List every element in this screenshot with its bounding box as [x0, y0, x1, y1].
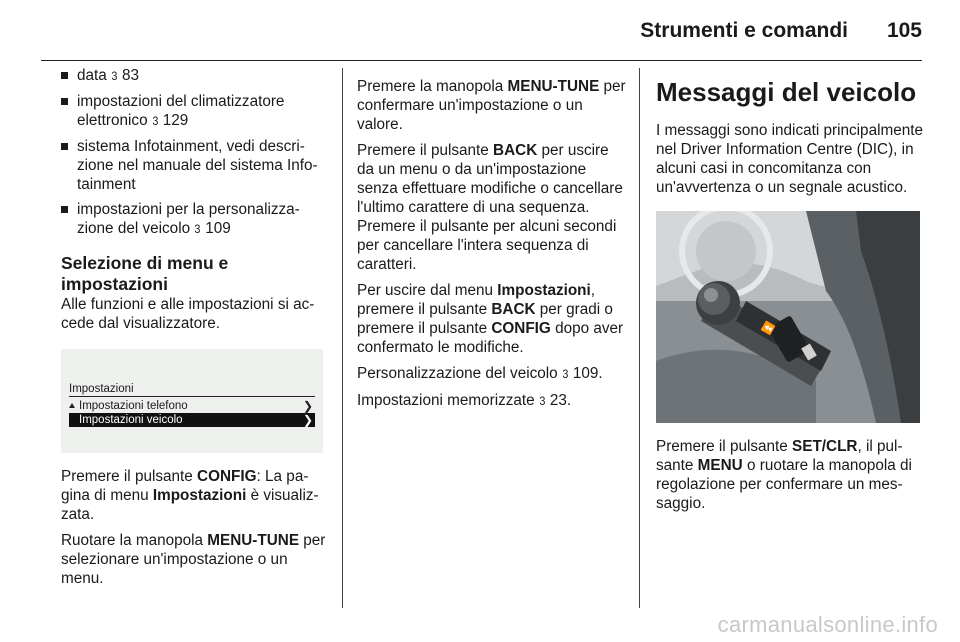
cross-reference-icon: 3 — [562, 367, 569, 381]
column-right — [656, 77, 924, 520]
svg-text:⏫: ⏫ — [761, 320, 777, 337]
menu-title: Impostazioni — [69, 383, 134, 395]
menu-rule — [69, 396, 315, 397]
list-item: impostazioni del climatizzatore elettronico 3 129 — [61, 92, 327, 131]
section-heading: Selezione di menu e impostazioni — [61, 253, 229, 294]
paragraph: I messaggi sono indicati principalmente nel Driver Information Centre (DIC), in alcuni casi in concomitanza con un'avvertenza o un segnale acustico. — [656, 122, 923, 196]
menu-item-selected: Impostazioni veicolo ❯ — [69, 413, 315, 427]
paragraph: Premere il pulsante BACK per uscire da un menu o da un'impostazione senza effettuare modifiche o cancellare l'ultimo carattere di una sequenza. Premere il pulsante per alcuni secondi per cancellare l'intera sequenza di caratteri. — [357, 142, 623, 273]
scroll-up-icon — [69, 403, 75, 408]
header-rule — [41, 60, 922, 61]
cross-reference-icon: 3 — [111, 69, 118, 83]
column-divider — [639, 68, 640, 608]
watermark: carmanualsonline.info — [717, 612, 938, 637]
page-header-title: Strumenti e comandi — [640, 19, 848, 42]
paragraph: Ruotare la manopola MENU-TUNE per selezionare un'impostazione o un menu. — [61, 532, 326, 587]
list-item: impostazioni per la personalizzazione del veicolo 3 109 — [61, 200, 327, 239]
chevron-right-icon: ❯ — [302, 413, 313, 427]
paragraph: Premere il pulsante CONFIG: La pagina di menu Impostazioni è visualizzata. — [61, 468, 319, 523]
paragraph: Per uscire dal menu Impostazioni, premere il pulsante BACK per gradi o premere il pulsante CONFIG dopo aver confermato le modifiche. — [357, 282, 624, 356]
section-heading: Messaggi del veicolo — [656, 77, 917, 107]
page-ref: 83 — [121, 67, 139, 84]
chevron-right-icon: ❯ — [302, 399, 313, 413]
paragraph: Premere il pulsante SET/CLR, il pulsante MENU o ruotare la manopola di regolazione per confermare un messaggio. — [656, 438, 912, 512]
list-item: sistema Infotainment, vedi descrizione nel manuale del sistema Infotainment — [61, 137, 327, 194]
list-item: data 3 83 — [61, 66, 327, 86]
column-left — [61, 66, 327, 595]
steering-stalk-photo — [656, 211, 920, 423]
page-ref: 23. — [549, 392, 572, 409]
paragraph: Personalizzazione del veicolo 3 109. — [357, 365, 603, 382]
page-number: 105 — [886, 19, 922, 42]
paragraph: Impostazioni memorizzate 3 23. — [357, 392, 572, 409]
page-ref: 109 — [205, 220, 231, 237]
paragraph: Alle funzioni e alle impostazioni si accede dal visualizzatore. — [61, 296, 315, 332]
page-ref: 129 — [162, 112, 189, 129]
column-middle — [357, 77, 627, 418]
paragraph: Premere la manopola MENU-TUNE per confermare un'impostazione o un valore. — [357, 78, 626, 133]
cross-reference-icon: 3 — [194, 222, 201, 236]
menu-item: Impostazioni telefono ❯ — [69, 399, 315, 413]
column-divider — [342, 68, 343, 608]
cross-reference-icon: 3 — [539, 394, 546, 408]
menu-display-figure — [61, 349, 323, 453]
cross-reference-icon: 3 — [152, 114, 159, 128]
page-ref: 109. — [572, 365, 603, 382]
